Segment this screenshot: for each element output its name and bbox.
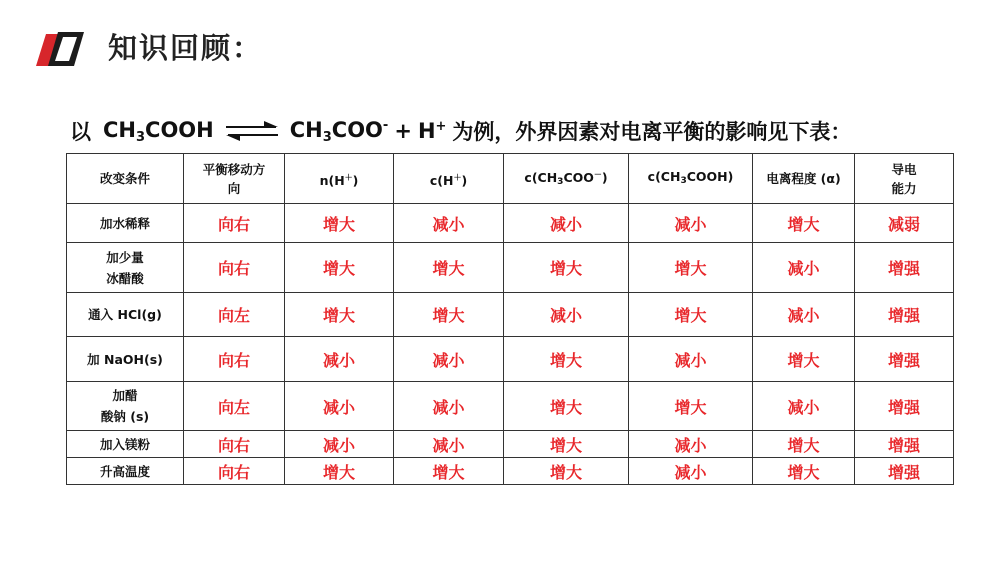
condition-cell: 加水稀释	[67, 204, 184, 243]
condition-cell: 通入 HCl(g)	[67, 293, 184, 337]
equation-line	[70, 116, 851, 146]
value-cell-degree: 减小	[753, 243, 855, 293]
value-cell-shift: 向右	[184, 204, 285, 243]
value-cell-c-h: 增大	[394, 243, 504, 293]
value-cell-n-h: 增大	[285, 293, 394, 337]
value-cell-n-h: 增大	[285, 243, 394, 293]
product-hydrogen-formula: H+	[417, 119, 447, 143]
value-cell-c-acetic-acid: 增大	[629, 382, 753, 431]
value-cell-n-h: 增大	[285, 458, 394, 485]
header-ionization-degree: 电离程度 (α)	[753, 154, 855, 204]
equation-prefix: 以	[70, 120, 91, 144]
value-cell-c-h: 减小	[394, 204, 504, 243]
value-cell-c-acetate: 减小	[504, 293, 629, 337]
value-cell-degree: 增大	[753, 337, 855, 382]
page-title: 知识回顾：	[108, 31, 264, 65]
value-cell-conductivity: 增强	[855, 431, 954, 458]
equation-suffix: 为例，外界因素对电离平衡的影响见下表：	[452, 120, 852, 144]
value-cell-c-acetic-acid: 减小	[629, 458, 753, 485]
condition-cell: 升高温度	[67, 458, 184, 485]
equilibrium-arrow-icon	[224, 119, 280, 143]
value-cell-c-acetate: 增大	[504, 243, 629, 293]
table-row	[67, 382, 954, 431]
header-condition: 改变条件	[67, 154, 184, 204]
value-cell-c-acetate: 增大	[504, 458, 629, 485]
table-header-row	[67, 154, 954, 204]
value-cell-c-acetate: 减小	[504, 204, 629, 243]
header-shift-direction: 平衡移动方 向	[184, 154, 285, 204]
value-cell-shift: 向右	[184, 431, 285, 458]
value-cell-shift: 向左	[184, 293, 285, 337]
table-row	[67, 458, 954, 485]
value-cell-c-h: 增大	[394, 293, 504, 337]
condition-cell: 加 NaOH(s)	[67, 337, 184, 382]
value-cell-n-h: 减小	[285, 382, 394, 431]
table-row	[67, 431, 954, 458]
value-cell-n-h: 减小	[285, 337, 394, 382]
value-cell-shift: 向左	[184, 382, 285, 431]
value-cell-conductivity: 增强	[855, 293, 954, 337]
condition-cell: 加醋 酸钠 (s)	[67, 382, 184, 431]
value-cell-degree: 增大	[753, 204, 855, 243]
value-cell-c-acetate: 增大	[504, 337, 629, 382]
value-cell-c-acetate: 增大	[504, 382, 629, 431]
header-n-h: n(H＋)	[285, 154, 394, 204]
value-cell-c-acetic-acid: 减小	[629, 204, 753, 243]
value-cell-degree: 减小	[753, 293, 855, 337]
value-cell-c-h: 减小	[394, 337, 504, 382]
value-cell-c-h: 减小	[394, 431, 504, 458]
product-acetate-formula: $CH_3COO^-$	[289, 117, 389, 145]
header-conductivity: 导电 能力	[855, 154, 954, 204]
value-cell-c-h: 增大	[394, 458, 504, 485]
value-cell-c-acetic-acid: 减小	[629, 431, 753, 458]
ionization-effects-table	[66, 153, 954, 485]
header-c-acetate: $c(CH_3COO^-)$	[504, 154, 629, 204]
condition-cell: 加入镁粉	[67, 431, 184, 458]
value-cell-conductivity: 增强	[855, 458, 954, 485]
slide-logo-icon	[36, 28, 86, 70]
reactant-formula: $CH_3COOH$	[103, 117, 214, 145]
value-cell-conductivity: 增强	[855, 337, 954, 382]
value-cell-shift: 向右	[184, 337, 285, 382]
header-c-h: c(H＋)	[394, 154, 504, 204]
table-row	[67, 293, 954, 337]
value-cell-c-acetic-acid: 减小	[629, 337, 753, 382]
value-cell-n-h: 减小	[285, 431, 394, 458]
table-row	[67, 204, 954, 243]
value-cell-degree: 增大	[753, 458, 855, 485]
value-cell-degree: 增大	[753, 431, 855, 458]
value-cell-c-acetic-acid: 增大	[629, 243, 753, 293]
value-cell-shift: 向右	[184, 458, 285, 485]
value-cell-n-h: 增大	[285, 204, 394, 243]
condition-cell: 加少量 冰醋酸	[67, 243, 184, 293]
value-cell-degree: 减小	[753, 382, 855, 431]
value-cell-conductivity: 减弱	[855, 204, 954, 243]
equation-plus: +	[394, 119, 412, 143]
header-c-acetic-acid: $c(CH_3COOH)$	[629, 154, 753, 204]
value-cell-conductivity: 增强	[855, 382, 954, 431]
value-cell-conductivity: 增强	[855, 243, 954, 293]
table-row	[67, 243, 954, 293]
value-cell-c-acetate: 增大	[504, 431, 629, 458]
value-cell-c-acetic-acid: 增大	[629, 293, 753, 337]
value-cell-c-h: 减小	[394, 382, 504, 431]
value-cell-shift: 向右	[184, 243, 285, 293]
table-row	[67, 337, 954, 382]
